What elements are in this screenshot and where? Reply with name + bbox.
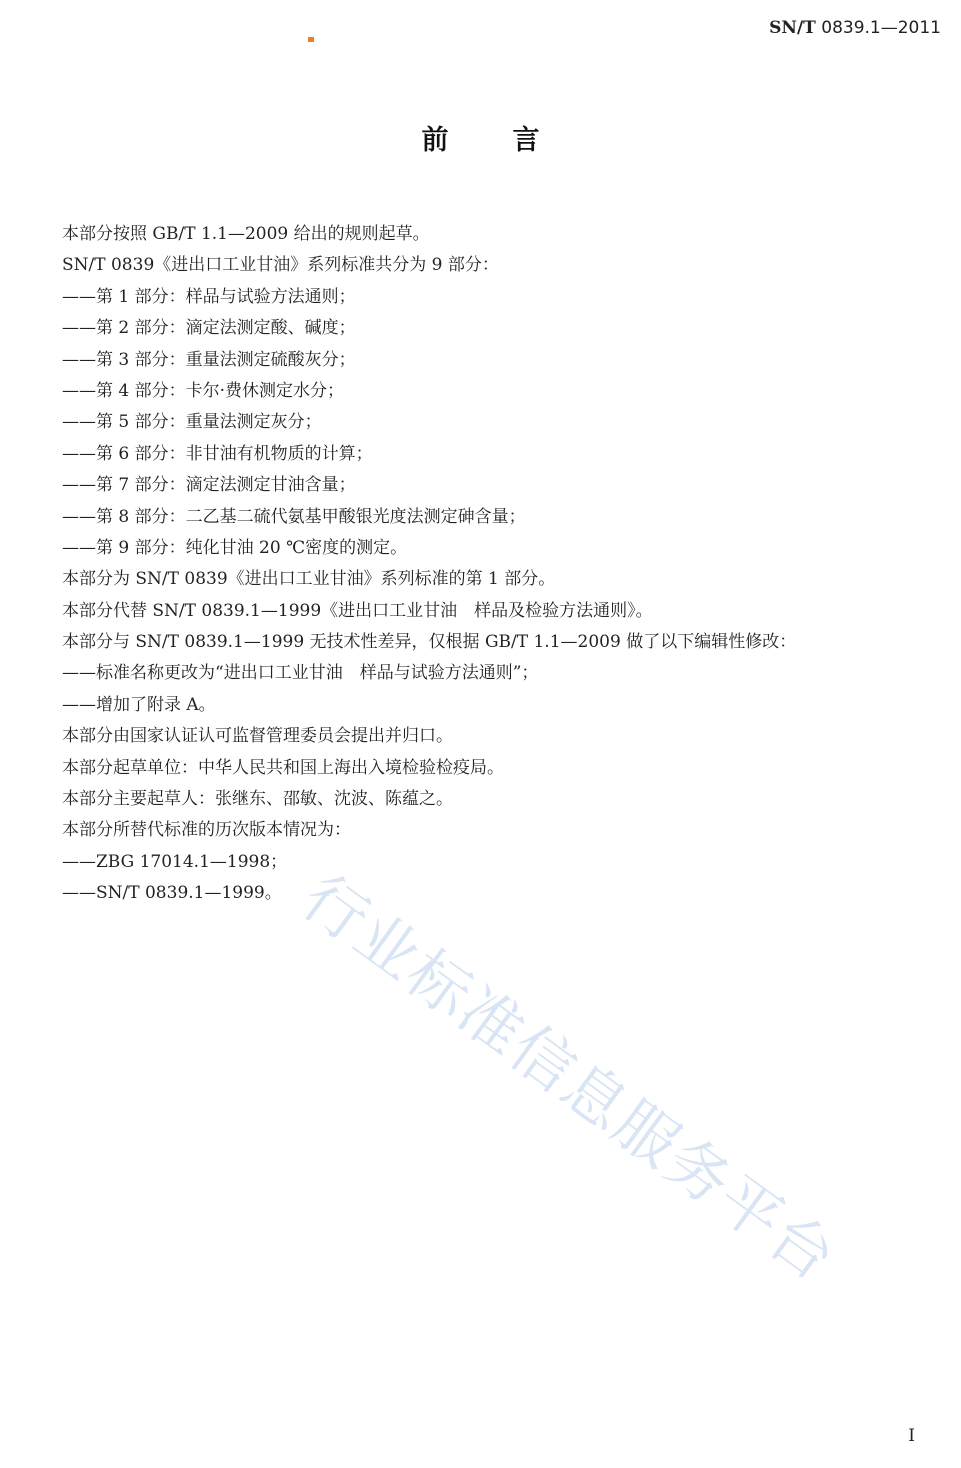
list-item-part-4: ——第 4 部分：卡尔·费休测定水分； bbox=[62, 380, 345, 401]
paragraph-drafters: 本部分主要起草人：张继东、邵敏、沈波、陈蕴之。 bbox=[62, 789, 453, 810]
standard-prefix: SN/T bbox=[769, 18, 816, 38]
list-item-part-2: ——第 2 部分：滴定法测定酸、碱度； bbox=[62, 318, 356, 339]
list-item-part-6: ——第 6 部分：非甘油有机物质的计算； bbox=[62, 443, 373, 464]
paragraph-history: 本部分所替代标准的历次版本情况为： bbox=[62, 820, 351, 841]
list-item-part-7: ——第 7 部分：滴定法测定甘油含量； bbox=[62, 475, 356, 496]
list-item-part-3: ——第 3 部分：重量法测定硫酸灰分； bbox=[62, 349, 356, 370]
list-item-part-9: ——第 9 部分：纯化甘油 20 ℃密度的测定。 bbox=[62, 537, 408, 558]
standard-code: 0839.1—2011 bbox=[821, 18, 941, 38]
paragraph-series-parts: SN/T 0839《进出口工业甘油》系列标准共分为 9 部分： bbox=[62, 255, 499, 276]
list-item-part-5: ——第 5 部分：重量法测定灰分； bbox=[62, 412, 322, 433]
paragraph-differences: 本部分与 SN/T 0839.1—1999 无技术性差异，仅根据 GB/T 1.1—2009 做了以下编辑性修改： bbox=[62, 632, 797, 653]
list-item-part-8: ——第 8 部分：二乙基二硫代氨基甲酸银光度法测定砷含量； bbox=[62, 506, 526, 527]
paragraph-replaces: 本部分代替 SN/T 0839.1—1999《进出口工业甘油 样品及检验方法通则》。 bbox=[62, 600, 653, 621]
standard-number bbox=[769, 18, 941, 38]
paragraph-drafting-rule: 本部分按照 GB/T 1.1—2009 给出的规则起草。 bbox=[62, 224, 430, 244]
foreword-body bbox=[62, 219, 932, 910]
page-number: I bbox=[908, 1426, 915, 1446]
paragraph-proposed-by: 本部分由国家认证认可监督管理委员会提出并归口。 bbox=[62, 726, 453, 747]
list-item-history-2: ——SN/T 0839.1—1999。 bbox=[62, 883, 282, 904]
paragraph-this-part: 本部分为 SN/T 0839《进出口工业甘油》系列标准的第 1 部分。 bbox=[62, 569, 556, 590]
list-item-change-2: ——增加了附录 A。 bbox=[62, 694, 216, 715]
page-title: 前言 bbox=[421, 125, 604, 156]
list-item-change-1: ——标准名称更改为“进出口工业甘油 样品与试验方法通则”； bbox=[62, 663, 539, 684]
paragraph-drafting-unit: 本部分起草单位：中华人民共和国上海出入境检验检疫局。 bbox=[62, 757, 504, 778]
list-item-part-1: ——第 1 部分：样品与试验方法通则； bbox=[62, 286, 356, 307]
watermark: 行业标准信息服务平台 bbox=[289, 860, 851, 1296]
orange-mark bbox=[308, 37, 314, 42]
list-item-history-1: ——ZBG 17014.1—1998； bbox=[62, 851, 288, 872]
